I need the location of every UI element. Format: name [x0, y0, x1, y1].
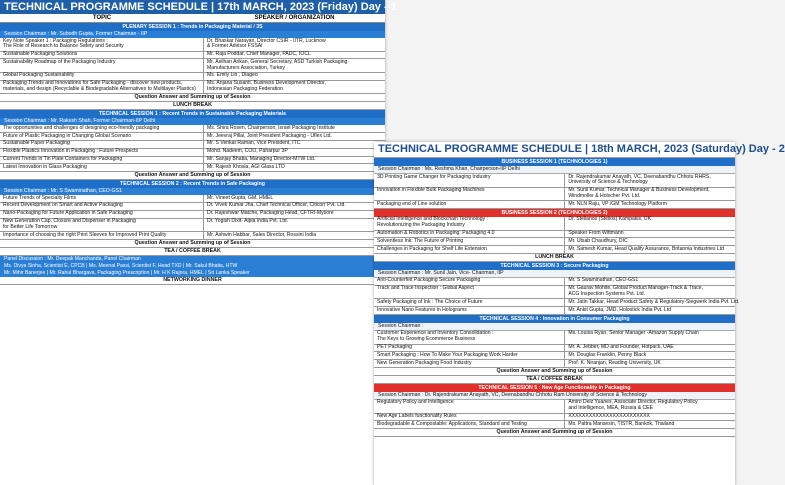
speaker-cell [204, 232, 385, 239]
speaker-line: Ms. Anjana Susanti, Business Development Director, [207, 80, 326, 87]
speaker-cell [565, 278, 735, 285]
speaker-line: ACG Inspection Systems Pvt. Ltd. [568, 291, 646, 298]
topic-line: Sustainable Paper Packaging [3, 140, 70, 147]
speaker-cell [565, 298, 740, 306]
topic-line: Nano-Packaging for Future Application in Safe Packaging [3, 210, 133, 217]
speaker-line: Mr. Gaurav Mohite, Global Product Manager-Track & Trace, [568, 285, 703, 292]
speaker-cell [565, 188, 735, 201]
table-row [0, 219, 385, 233]
topic-line: New Generation Packaging Food Industry [377, 359, 472, 366]
speaker-line: Amiro Deiz Yuanes, Associate Director, Regulatory Policy [568, 399, 698, 406]
speaker-cell [565, 246, 735, 253]
panel-discussion-line: Mr. Mihir Banerjee | Mr. Rahul Bhargava, Packaging Prescription | Mr. H K Rajora, HMEL | Sri Lanka Speaker [0, 270, 385, 277]
speaker-line: Mr. Sanjay Bhatia, Managing Director-MTW Ltd. [207, 156, 316, 163]
day2-schedule-body [374, 158, 740, 437]
topic-cell [374, 201, 565, 208]
speaker-line: Mr. Ashwin Habbar, Sales Director, Rossini India [207, 231, 317, 238]
topic-cell [0, 52, 204, 59]
topic-cell [374, 246, 565, 253]
session-heading: TECHNICAL SESSION 2 : Recent Trends in Safe Packaging [0, 180, 385, 188]
speaker-line: Prof. K. Niranjan, Reading University, UK [568, 359, 661, 366]
speaker-line: Dr. Bhaskar Narayan, Director CSIR - IITR, Lucknow [207, 37, 326, 44]
schedule-break-row: Question Answer and Summing up of Session [374, 429, 735, 437]
topic-line: 3D Printing Game Changer for Packaging Industry [377, 173, 491, 180]
speaker-line: Mr. Jatin Takkar, Head Product Safety & Regulatory-Siegwerk India Pvt. Ltd. [568, 298, 740, 305]
speaker-line: Mr. Rajesh Khosla, AGI Glass LTD [207, 163, 285, 170]
topic-column-header: TOPIC [92, 15, 112, 21]
topic-cell [0, 59, 204, 72]
topic-line: Packaging Trends and Innovations for Safe Packaging - discover new products, [3, 80, 183, 87]
topic-cell [374, 414, 565, 421]
table-row [374, 286, 735, 300]
speaker-cell [565, 400, 735, 413]
topic-line: Global Packaging Sustainability [3, 72, 75, 79]
speaker-line: Mr. Sunil Kumar, Technical Manager & Business Development, [568, 187, 710, 194]
topic-line: Solventless Ink: The Future of Printing [377, 237, 464, 244]
speaker-cell [565, 286, 735, 299]
speaker-line: Mr. S Venkat Raman, Vice President, ITC [207, 140, 301, 147]
topic-line: Anti-Counterfeit Packaging Secure Packaging [377, 277, 481, 284]
speaker-cell [565, 352, 735, 359]
topic-line: Flexible Plastics Innovation in Packaging : Future Prospects [3, 148, 139, 155]
topic-line: Automation & Robotics in Packaging: Packaging 4.0 [377, 230, 495, 237]
topic-cell [0, 203, 204, 210]
topic-cell [0, 141, 204, 148]
speaker-line: Mr. A. Jebber, MD and Founder, Hotpack, UAE [568, 344, 674, 351]
topic-line: The Role of Research to Balance Safety and Security [3, 43, 124, 50]
speaker-cell [204, 195, 385, 202]
topic-line: PET Packaging [377, 344, 413, 351]
table-row [374, 238, 735, 246]
speaker-cell [204, 149, 385, 156]
topic-line: New Generation Cap, Closure and Dispenser in Packaging [3, 218, 136, 225]
topic-cell [374, 231, 565, 238]
speaker-cell [565, 307, 735, 314]
topic-line: Revolutionizing the Packaging Industry [377, 222, 465, 229]
day2-schedule-sheet [374, 142, 785, 485]
speaker-cell [204, 203, 385, 210]
speaker-line: Speaker From Wittmann [568, 230, 624, 237]
schedule-break-row: Question Answer and Summing up of Session [0, 240, 385, 248]
topic-line: Current Trends in Tin Plate Containers for Packaging [3, 156, 123, 163]
session-chairman: Session Chairman : Ms. Reshma Khan, Chairperson-IIP Delhi [374, 166, 735, 174]
speaker-line: and Intelligence, MEA, Russia & CEE [568, 405, 653, 412]
speaker-cell [565, 231, 735, 238]
topic-line: Artificial Intelligence and Blockchain Technology : [377, 216, 488, 223]
speaker-line: Mr. NLN Raju, VP /GM Technology Platform [568, 200, 667, 207]
topic-cell [0, 157, 204, 164]
topic-cell [374, 286, 565, 299]
schedule-break-row: LUNCH BREAK [374, 254, 735, 262]
topic-cell [0, 133, 204, 140]
table-row [374, 352, 735, 360]
topic-line: Regulatory Policy and Intelligence [377, 399, 454, 406]
topic-line: Sustainability Roadmap of the Packaging Industry [3, 58, 116, 65]
table-row [0, 125, 385, 133]
table-row [0, 81, 385, 95]
topic-cell [0, 164, 204, 171]
day1-column-header [0, 14, 385, 23]
table-row [374, 400, 735, 414]
topic-line: Innovative Nano Features in Holograms [377, 306, 467, 313]
topic-line: Safety Packaging of Ink : The Choice of Future [377, 298, 483, 305]
topic-line: Biodegradable & Compostable: Applications, Standard and Testing [377, 420, 527, 427]
speaker-cell [204, 38, 385, 51]
topic-line: The opportunities and challenges of designing eco-friendly packaging [3, 124, 160, 131]
schedule-break-row: Question Answer and Summing up of Session [0, 172, 385, 180]
session-heading: TECHNICAL SESSION 5 : New Age Functionality in Packaging [374, 384, 735, 392]
speaker-line: Mr. Jeevraj Pillai, Joint President Packaging - Uflex Ltd. [207, 132, 332, 139]
speaker-cell [565, 414, 735, 421]
speaker-line: & Former Advisor FSSAI [207, 43, 263, 50]
topic-cell [0, 219, 204, 232]
topic-line: New Age Labels functionality Rules [377, 413, 457, 420]
schedule-break-row: TEA / COFFEE BREAK [374, 376, 735, 384]
speaker-line: Mr. Samesh Kumar, Head Quality Assurance, Britannia Industries Ltd [568, 245, 725, 252]
topic-line: Key Note Speaker 1 : Packaging Regulations : [3, 37, 108, 44]
speaker-line: Indonesian Packaging Federation [207, 86, 283, 93]
table-row [374, 188, 735, 202]
topic-cell [374, 360, 565, 367]
topic-line: Packaging end of Line solution [377, 200, 447, 207]
topic-cell [374, 299, 565, 306]
speaker-cell [204, 157, 385, 164]
panel-discussion-line: Ms. Divya Sinha, Scientist E, CPCB | Ms. Meenal Passi, Scientist F, Head TXD | Mr. Sakul Bhatia, HTW [0, 263, 385, 270]
speaker-cell [204, 211, 385, 218]
schedule-break-row: Question Answer and Summing up of Session [374, 368, 735, 376]
table-row [0, 232, 385, 240]
topic-cell [0, 211, 204, 218]
topic-cell [374, 331, 565, 344]
speaker-line: Mr. Ankit Gupta, JMD, Holostick India Pvt. Ltd [568, 306, 672, 313]
speaker-cell [204, 219, 385, 232]
speaker-line: Mr. Utsab Chaudhury, DIC [568, 237, 628, 244]
speaker-line: Mohd. Nadeem, COO, Paharpur 3P [207, 148, 288, 155]
speaker-line: Dr. Stelianos (Stelios) Kampakis, UK [568, 216, 651, 223]
topic-line: Challenges in Packaging for Shelf Life Extension [377, 245, 487, 252]
speaker-line: Mr. Raja Poddar, Chief Manager, PADC, IOCL [207, 51, 311, 58]
speaker-column-header: SPEAKER / ORGANIZATION [254, 15, 335, 21]
day1-schedule-body [0, 23, 385, 285]
session-heading: BUSINESS SESSION 2 (TECHNOLOGIES 2) [374, 209, 735, 217]
topic-line: Future Trends of Specialty Films [3, 194, 77, 201]
table-row [374, 217, 735, 231]
session-chairman: Session Chairman : Mr. Sunil Jain, Vice- Chairman, IIP [374, 270, 735, 278]
topic-cell [374, 217, 565, 230]
topic-cell [374, 421, 565, 428]
speaker-cell [204, 125, 385, 132]
topic-cell [374, 352, 565, 359]
speaker-cell [565, 331, 735, 344]
day2-title: TECHNICAL PROGRAMME SCHEDULE | 18th MARCH, 2023 (Saturday) Day - 2 [374, 142, 735, 158]
panel-discussion-line: Panel Discussion : Mr. Deepak Manchanda, Panel Chairman [0, 256, 385, 263]
table-row [374, 201, 735, 209]
speaker-line: Ms. Louisa Ryan, Senior Manager -Amazon Supply Chain [568, 330, 699, 337]
table-row [374, 246, 735, 254]
topic-line: Track and Trace Inspection : Global Aspect [377, 285, 474, 292]
speaker-cell [204, 133, 385, 140]
topic-cell [374, 345, 565, 352]
topic-line: Future of Plastic Packaging in Changing Global Scenario [3, 132, 132, 139]
speaker-cell [204, 73, 385, 80]
speaker-line: Ms. Shira Rosen, Chairperson, Israel Packaging Institute [207, 124, 336, 131]
speaker-line: Dr. Yogish Dixit- Alpla India Pvt. Ltd. [207, 218, 289, 225]
session-chairman: Session Chairman : [374, 323, 735, 331]
speaker-cell [565, 201, 735, 208]
schedule-break-row: NETWORKING DINNER [0, 277, 385, 285]
table-row [0, 164, 385, 172]
speaker-line: Dr. Rajendrakumar Anayath, VC, Deenabandhu Chhotu RHRS, [568, 173, 711, 180]
topic-line: Importance of choosing the right Print Sleeves for Improved Print Quality [3, 231, 167, 238]
topic-cell [374, 278, 565, 285]
topic-cell [0, 73, 204, 80]
speaker-cell [565, 360, 735, 367]
topic-cell [0, 232, 204, 239]
speaker-cell [565, 345, 735, 352]
session-heading: BUSINESS SESSION 1 (TECHNOLOGIES 1) [374, 158, 735, 166]
speaker-line: Dr. Vivek Kumar Jha, Chief Technical Officer, Citicorr Pvt. Ltd. [207, 202, 346, 209]
session-chairman: Session Chairman : Mr. Rakesh Shah, Former Chairman-IIP Delhi [0, 118, 385, 125]
session-chairman: Session Chairman : Dr. Rajendrakumar Anayath, VC, Deenabandhu Chhotu Ram University of Science & Technology [374, 392, 735, 400]
topic-cell [0, 195, 204, 202]
topic-line: Latest Innovation in Glass Packaging [3, 163, 87, 170]
topic-line: Smart Packaging : How To Make Your Packaging Work Harder [377, 351, 518, 358]
speaker-line: Manufacturers Association, Turkey [207, 64, 285, 71]
speaker-line: Ms. Emily Lin , Diageo [207, 72, 258, 79]
speaker-cell [204, 164, 385, 171]
speaker-cell [204, 52, 385, 59]
speaker-cell [204, 81, 385, 94]
topic-line: Sustainable Packaging Solutions [3, 51, 78, 58]
session-heading: TECHNICAL SESSION 4 : Innovation in Consumer Packaging [374, 315, 735, 323]
table-row [374, 421, 735, 429]
schedule-break-row: TEA / COFFEE BREAK [0, 248, 385, 256]
table-row [374, 360, 735, 368]
table-row [0, 38, 385, 52]
session-heading: TECHNICAL SESSION 1 : Recent Trends in Sustainable Packaging Materials [0, 110, 385, 118]
speaker-cell [565, 174, 735, 187]
topic-cell [374, 307, 565, 314]
topic-cell [0, 125, 204, 132]
speaker-line: Ms. Pattra Mansesin, TISTR, Bankok, Thailand [568, 420, 675, 427]
speaker-cell [204, 141, 385, 148]
session-chairman: Session Chairman : Mr. S Swaminathan, CEO-GS1 [0, 188, 385, 195]
table-row [374, 298, 740, 307]
topic-cell [374, 400, 565, 413]
topic-cell [0, 81, 204, 94]
topic-line: Recent Development on Smart and Active Packaging [3, 202, 123, 209]
speaker-line: XXXXXXXXXXXXXXXXXXXXXXXX [568, 413, 650, 420]
session-chairman: Session Chairman : Mr. Subodh Gupta, Former Chairman - IIP [0, 31, 385, 38]
day1-title: TECHNICAL PROGRAMME SCHEDULE | 17th MARCH, 2023 (Friday) Day - 1 [0, 0, 385, 14]
speaker-cell [204, 59, 385, 72]
speaker-line: Mr. Douglas Franklin, Penny Black [568, 351, 647, 358]
topic-line: for Better Life Tomorrow [3, 223, 58, 230]
topic-cell [374, 174, 565, 187]
speaker-cell [565, 238, 735, 245]
schedule-break-row: LUNCH BREAK [0, 102, 385, 110]
session-heading: PLENARY SESSION 1 : Trends in Packaging Material / 3S [0, 23, 385, 31]
table-row [374, 331, 735, 345]
speaker-line: Windmoller & Holscher Pvt. Ltd. [568, 192, 641, 199]
speaker-cell [565, 421, 735, 428]
speaker-line: Mr. Vineet Gupta, GM, HMEL [207, 194, 274, 201]
topic-line: Customer Experience and Inventory Consolidation : [377, 330, 494, 337]
topic-cell [0, 38, 204, 51]
topic-cell [0, 149, 204, 156]
speaker-line: Dr. Rajeshwar Matche, Packaging Head, CFTRI-Mysore [207, 210, 334, 217]
topic-cell [374, 188, 565, 201]
topic-line: The Keys to Growing Ecommerce Business [377, 336, 476, 343]
schedule-break-row: Question Answer and Summing up of Session [0, 94, 385, 102]
table-row [0, 59, 385, 73]
topic-line: Innovation in Flexible Bulk Packaging Machines [377, 187, 485, 194]
speaker-line: Mr. Asilhan Arikan, General Secretary, ASD Turkish Packaging [207, 58, 348, 65]
topic-cell [374, 238, 565, 245]
speaker-line: Mr. S Swaminathan, CEO-GS1 [568, 277, 639, 284]
speaker-line: University of Science & Technology [568, 179, 648, 186]
table-row [374, 307, 735, 315]
session-heading: TECHNICAL SESSION 3 : Secure Packaging [374, 262, 735, 270]
speaker-cell [565, 217, 735, 230]
topic-line: materials, and design (Recyclable & Biodegradable Alternatives to Multilayer Plastics) [3, 86, 196, 93]
table-row [374, 174, 735, 188]
